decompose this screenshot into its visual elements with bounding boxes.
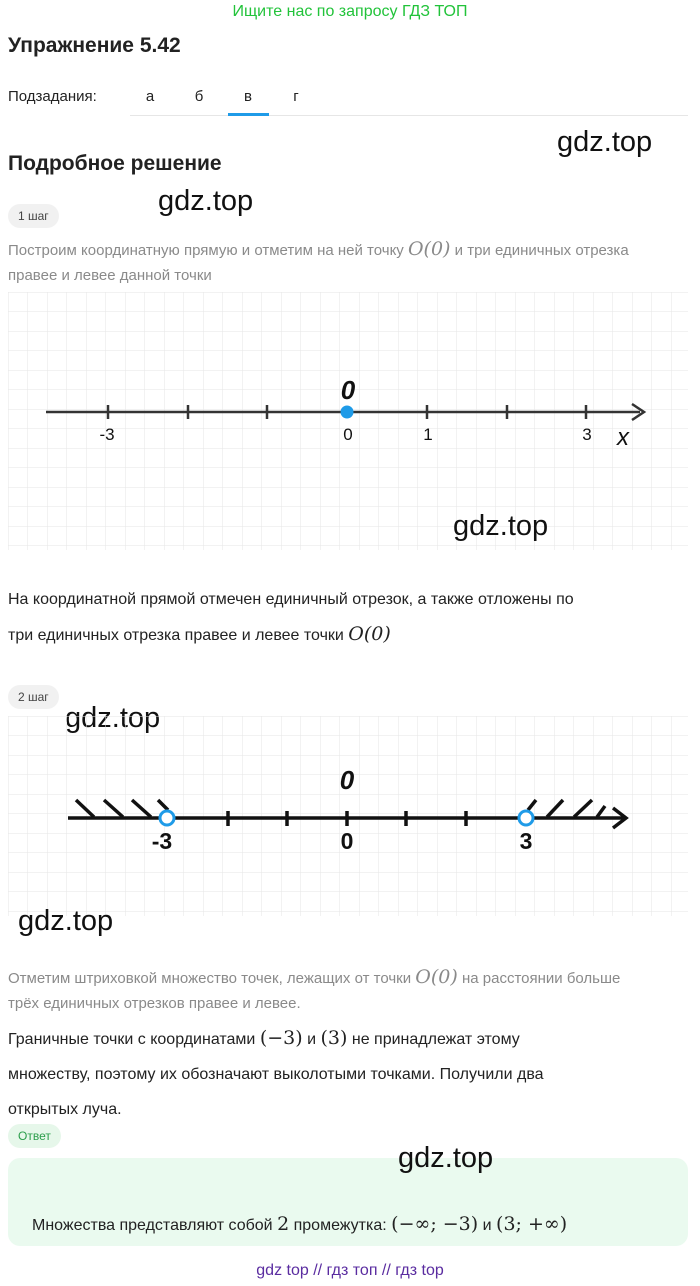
- search-hint[interactable]: Ищите нас по запросу ГДЗ ТОП: [232, 3, 468, 20]
- page-title: Упражнение 5.42: [8, 34, 181, 57]
- tab-a[interactable]: а: [145, 88, 155, 105]
- origin-point: [341, 406, 354, 419]
- step-1-description: Построим координатную прямую и отметим на ней точку O(0) и три единичных отрезка правее и левее данной точки: [8, 238, 629, 284]
- number-line-figure-2: [8, 716, 688, 916]
- tick-label: 3: [519, 828, 533, 854]
- number-line-figure-1: [8, 292, 688, 550]
- math-interval: (−∞; −3): [391, 1213, 479, 1235]
- math-interval: (3; +∞): [496, 1213, 568, 1235]
- answer-text: Множества представляют собой 2 промежутка: (−∞; −3) и (3; +∞): [32, 1213, 568, 1235]
- step-2-explanation: Граничные точки с координатами (−3) и (3) не принадлежат этому множеству, поэтому их обозначают выколотыми точками. Получили два открытых луча.: [8, 1027, 544, 1118]
- math-point: O(0): [407, 238, 451, 260]
- tick-label: -3: [151, 828, 173, 854]
- tick-label: 1: [423, 425, 433, 444]
- subtasks-divider: [130, 115, 688, 116]
- watermark: gdz.top: [158, 185, 254, 217]
- tick-label: 0: [340, 828, 354, 854]
- origin-letter: 0: [340, 375, 356, 405]
- answer-chip: Ответ: [8, 1124, 61, 1148]
- open-point-left: [160, 811, 174, 825]
- tab-g[interactable]: г: [293, 88, 299, 105]
- watermark: gdz.top: [18, 905, 114, 937]
- tick-label: 3: [582, 425, 592, 444]
- math-point: O(0): [415, 966, 458, 988]
- active-tab-indicator: [228, 113, 269, 116]
- tick-label: -3: [99, 425, 115, 444]
- tick-label: 0: [343, 425, 353, 444]
- math-count: 2: [277, 1213, 290, 1235]
- watermark: gdz.top: [398, 1142, 494, 1174]
- math-point: O(0): [348, 623, 391, 645]
- footer-links[interactable]: gdz top // гдз топ // гдз top: [256, 1262, 444, 1279]
- section-title: Подробное решение: [8, 152, 222, 175]
- step-2-description: Отметим штриховкой множество точек, лежащих от точки O(0) на расстоянии больше трёх единичных отрезков правее и левее.: [8, 966, 621, 1012]
- axis-label: x: [617, 424, 629, 451]
- subtasks-label: Подзадания:: [8, 88, 97, 105]
- origin-letter: 0: [339, 765, 355, 795]
- open-point-right: [519, 811, 533, 825]
- tab-b[interactable]: б: [194, 88, 204, 105]
- step-1-conclusion: На координатной прямой отмечен единичный отрезок, а также отложены по три единичных отрезка правее и левее точки O(0): [8, 591, 574, 645]
- math-value: (3): [320, 1027, 348, 1049]
- math-value: (−3): [259, 1027, 303, 1049]
- watermark: gdz.top: [557, 126, 653, 158]
- tab-v[interactable]: в: [244, 88, 252, 105]
- step-2-chip: 2 шаг: [8, 685, 59, 709]
- watermark: gdz.top: [453, 510, 549, 542]
- step-1-chip: 1 шаг: [8, 204, 59, 228]
- grid-background: [8, 292, 688, 550]
